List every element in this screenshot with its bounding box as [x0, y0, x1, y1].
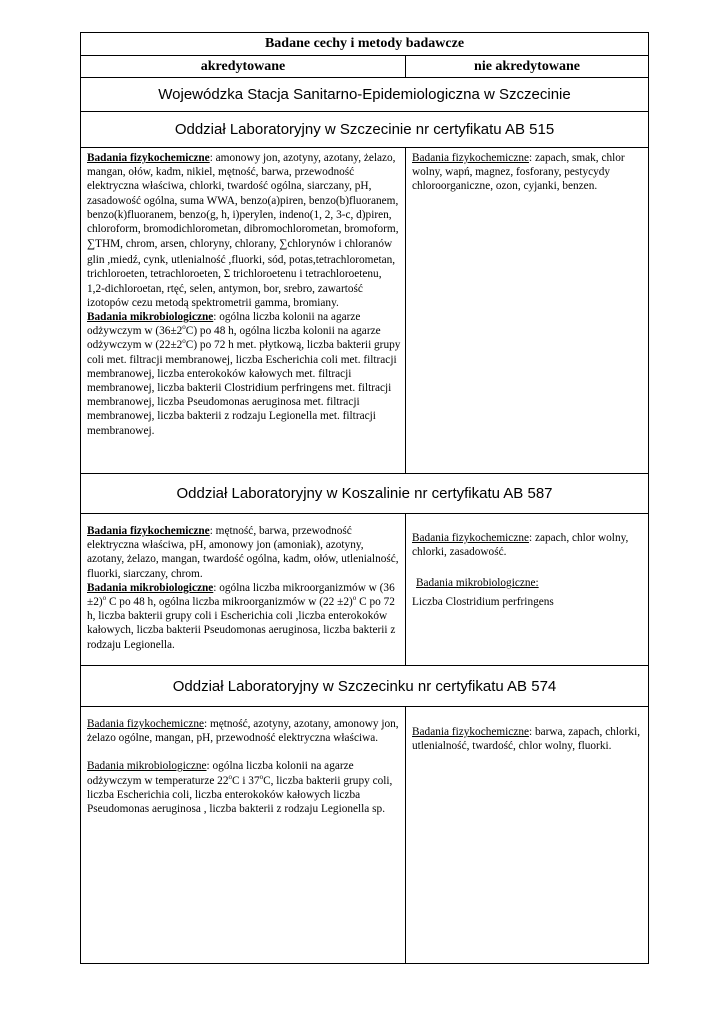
- physchem-paragraph: [412, 725, 645, 753]
- physchem-sum-line: [87, 236, 402, 253]
- physchem-paragraph: [87, 151, 402, 236]
- microbio-text-c: C po 72 h, liczba bakterii grupy coli i Escherichia coli ,liczba enterokoków kałowych, liczba bakterii Pseudomonas aeruginosa, liczba bakterii z rodzaju Legionella.: [87, 596, 396, 651]
- microbio-text-b: C) po 48 h, ogólna liczba kolonii na agarze odżywczym w (22±2: [87, 325, 381, 352]
- microbio-label: Badania mikrobiologiczne: [87, 311, 214, 324]
- microbio-text-b: C po 48 h, ogólna liczba mikroorganizmów w (22 ±2): [106, 596, 353, 609]
- microbio-text-a: : ogólna liczba kolonii na agarze odżywczym w temperaturze 22: [87, 760, 354, 787]
- spacer: [87, 745, 402, 759]
- degree-sign: o: [259, 772, 264, 781]
- col-header-accredited-text: akredytowane: [200, 59, 286, 74]
- lab-body-koszalin: [81, 514, 648, 666]
- lab-heading-szczecin: [81, 112, 648, 148]
- physchem-text: : amonowy jon, azotyny, azotany, żelazo, mangan, ołów, kadm, nikiel, mętność, barwa, przewodność elektryczna właściwa, chlorki, twardość ogólna, siarczany, pH, zasadowość ogólna, suma WWA, benzo(a)piren, benzo(b)fluoranem, benzo(k)fluoranem, benzo(g, h, i)perylen, indeno(1, 2, 3-c, d)piren, chloroform, bromodichlorometan, dibromochlorometan, bromoform,: [87, 152, 399, 236]
- institution-name: Wojewódzka Stacja Sanitarno-Epidemiologiczna w Szczecinie: [158, 86, 571, 103]
- nonaccredited-cell: [406, 514, 648, 665]
- physchem-label: Badania fizykochemiczne: [87, 525, 210, 537]
- physchem-text: : barwa, zapach, chlorki, utlenialność, twardość, chlor wolny, fluorki.: [412, 726, 641, 753]
- nonaccredited-cell: [406, 707, 648, 963]
- microbio-label-line: [412, 576, 645, 590]
- accredited-cell: [81, 707, 406, 963]
- microbio-text-c: C) po 72 h met. płytkową, liczba bakterii grupy coli met. filtracji membranowej, liczba Escherichia coli met. filtracji membranowej, liczba enterokoków kałowych met. filtracji membranowej, liczba bakterii Clostridium perfringens met. filtracji membranowej, liczba Pseudomonas aeruginosa met. filtracji membranowej, liczba bakterii z rodzaju Legionella met. filtracji membranowej.: [87, 339, 401, 437]
- degree-sign: o: [102, 594, 107, 603]
- accredited-cell: [81, 514, 406, 665]
- microbio-text-b: C i 37: [231, 774, 260, 787]
- microbio-text-a: : ogólna liczba mikroorganizmów w (36 ±2): [87, 581, 395, 609]
- physchem-label: Badania fizykochemiczne: [412, 532, 529, 544]
- table-title: [81, 33, 648, 56]
- physchem-text: : mętność, azotyny, azotany, amonowy jon, żelazo ogólne, mangan, pH, przewodność elektryczna właściwa.: [87, 718, 399, 745]
- col-header-nonaccredited-text: nie akredytowane: [474, 59, 580, 74]
- institution-row: [81, 78, 648, 112]
- physchem-text: : mętność, barwa, przewodność elektryczna właściwa, pH, amonowy jon (amoniak), azotyny, azotany, żelazo, mangan, twardość ogólna, kadm, ołów, utlenialność, fluorki, siarczany, chrom.: [87, 525, 399, 580]
- column-header-row: [81, 56, 648, 78]
- microbio-paragraph: [87, 759, 402, 816]
- microbio-paragraph: [412, 595, 645, 609]
- physchem-label: Badania fizykochemiczne: [87, 718, 204, 730]
- microbio-text-a: : ogólna liczba kolonii na agarze odżywczym w (36±2: [87, 311, 361, 338]
- physchem-paragraph: [87, 524, 402, 581]
- microbio-label: Badania mikrobiologiczne: [87, 760, 207, 773]
- lab-heading-text: Oddział Laboratoryjny w Szczecinie nr certyfikatu AB 515: [174, 121, 555, 138]
- degree-sign: o: [182, 337, 186, 346]
- microbio-paragraph: [87, 581, 402, 652]
- col-header-nonaccredited: [406, 56, 648, 77]
- degree-sign: o: [182, 323, 186, 332]
- degree-sign: o: [228, 772, 232, 781]
- physchem-label: Badania fizykochemiczne: [412, 726, 529, 738]
- lab-body-szczecinek: [81, 707, 648, 963]
- microbio-paragraph: [87, 310, 402, 438]
- physchem-text: : zapach, chlor wolny, chlorki, zasadowość.: [412, 532, 629, 559]
- physchem-text-cont: glin ,miedź, cynk, utlenialność ,fluorki, sód, potas,tetrachlorometan, trichloroeten, tetrachloroeten, Σ trichloroetenu i tetrachloroetenu, 1,2-dichloroetan, rtęć, selen, antymon, bor, srebro, zawartość izotopów cezu metodą spektrometrii gamma, bromiany.: [87, 254, 396, 309]
- physchem-label: Badania fizykochemiczne: [412, 152, 529, 164]
- physchem-sum-text: ∑THM, chrom, arsen, chloryny, chlorany, ∑chlorynów i chloranów: [87, 238, 393, 251]
- spacer: [412, 559, 645, 576]
- col-header-accredited: [81, 56, 406, 77]
- physchem-text: : zapach, smak, chlor wolny, wapń, magnez, fosforany, pestycydy chloroorganiczne, ozon, cyjanki, benzen.: [412, 152, 625, 193]
- lab-heading-text: Oddział Laboratoryjny w Szczecinku nr certyfikatu AB 574: [172, 677, 557, 695]
- document-table: [80, 32, 649, 964]
- degree-sign: o: [352, 594, 357, 603]
- microbio-label: Badania mikrobiologiczne:: [416, 577, 539, 590]
- physchem-paragraph: [412, 151, 645, 194]
- physchem-paragraph-cont: [87, 253, 402, 310]
- lab-heading-koszalin: [81, 474, 648, 514]
- physchem-paragraph: [87, 717, 402, 745]
- lab-body-szczecin: [81, 148, 648, 474]
- microbio-text-c: C, liczba bakterii grupy coli, liczba Escherichia coli, liczba enterokoków kałowych liczba Pseudomonas aeruginosa , liczba bakterii z rodzaju Legionella sp.: [87, 774, 393, 816]
- accredited-cell: [81, 148, 406, 473]
- nonaccredited-cell: [406, 148, 648, 473]
- lab-heading-text: Oddział Laboratoryjny w Koszalinie nr certyfikatu AB 587: [176, 485, 553, 502]
- lab-heading-szczecinek: [81, 666, 648, 707]
- physchem-label: Badania fizykochemiczne: [87, 152, 210, 164]
- microbio-text: Liczba Clostridium perfringens: [412, 595, 554, 608]
- microbio-label: Badania mikrobiologiczne: [87, 581, 214, 594]
- table-title-text: Badane cechy i metody badawcze: [264, 36, 465, 51]
- physchem-paragraph: [412, 531, 645, 559]
